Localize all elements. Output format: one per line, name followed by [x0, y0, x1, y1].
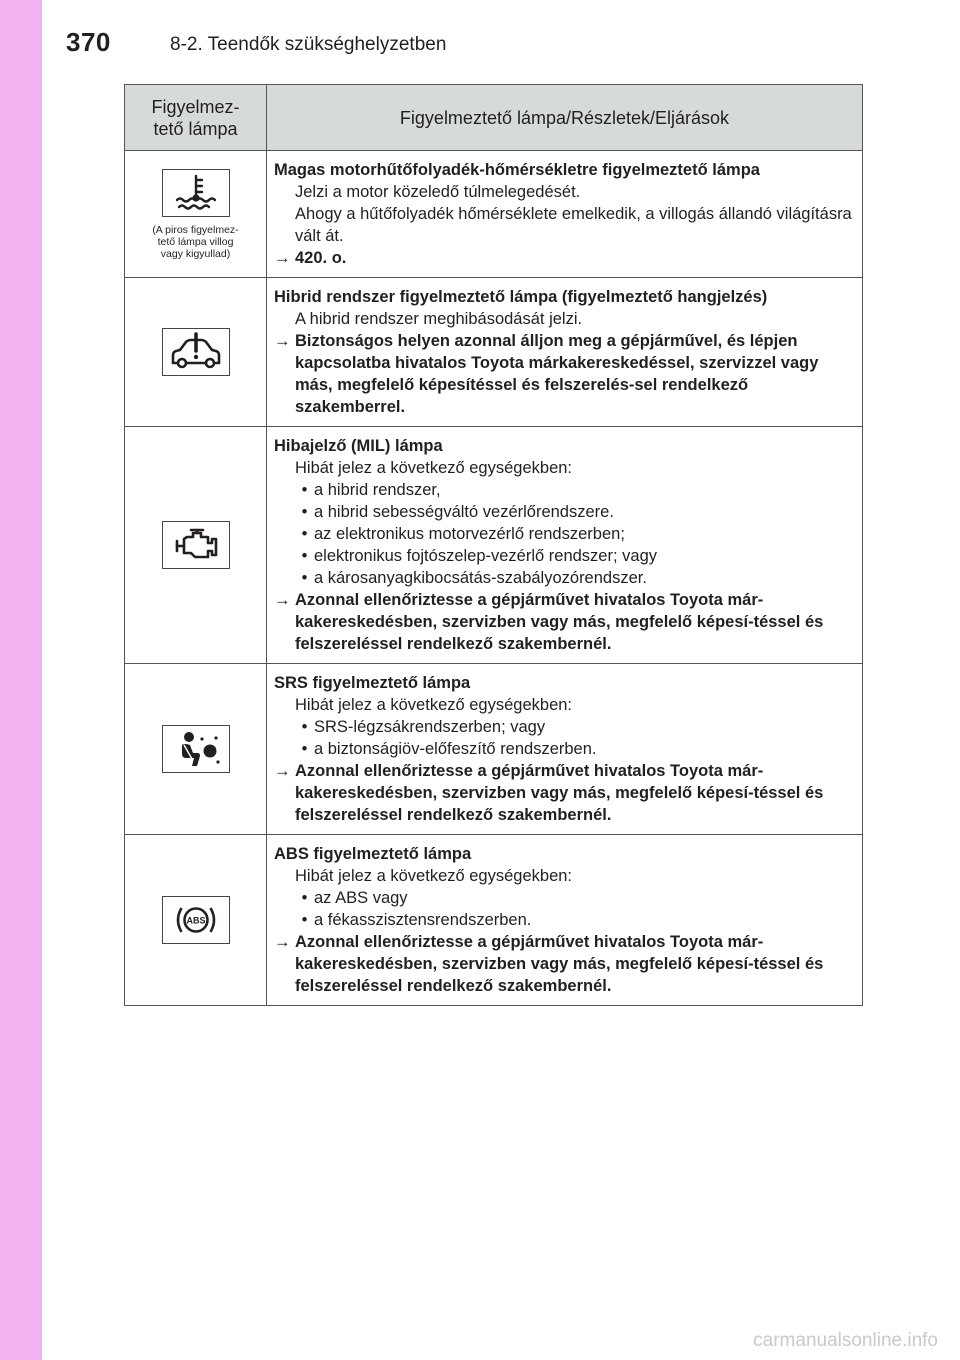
detail-line: A hibrid rendszer meghibásodását jelzi.: [295, 310, 583, 328]
arrow-icon: →: [274, 332, 291, 350]
list-item: • az ABS vagy: [274, 887, 854, 909]
icon-cell: [125, 664, 267, 835]
table-row: [125, 835, 863, 1006]
details-cell: [267, 278, 863, 427]
detail-line: Hibát jelez a következő egységekben:: [295, 867, 573, 885]
list-item: • a biztonságiöv-előfeszítő rendszerben.: [274, 738, 854, 760]
action-text: Azonnal ellenőriztesse a gépjárművet hivatalos Toyota már-kakereskedésben, szervizben vagy más, megfelelő képesí-téssel és felszereléssel rendelkező szakembernél.: [295, 762, 824, 824]
action-line: [274, 247, 854, 269]
bullet-list: [274, 887, 854, 931]
details-cell: [267, 151, 863, 278]
action-line: [274, 931, 854, 997]
arrow-icon: →: [274, 591, 291, 609]
section-title: 8-2. Teendők szükséghelyzetben: [170, 34, 447, 55]
icon-cell: [125, 151, 267, 278]
page-reference-link[interactable]: 420. o.: [295, 249, 347, 267]
bullet-list: [274, 479, 854, 589]
arrow-icon: →: [274, 762, 291, 780]
list-item: • a fékasszisztensrendszerben.: [274, 909, 854, 931]
hybrid-system-warning-icon: [162, 328, 230, 376]
icon-note: (A piros figyelmez- tető lámpa villog vagy kigyullad): [152, 223, 239, 260]
warning-title: Magas motorhűtőfolyadék-hőmérsékletre figyelmeztető lámpa: [274, 161, 760, 179]
action-text: Biztonságos helyen azonnal álljon meg a gépjárművel, és lépjen kapcsolatba hivatalos Toyota márkakereskedéssel, szervizzel vagy más, megfelelő képesítéssel és felszerelés-sel rendelkező szakemberrel.: [295, 332, 819, 416]
header-details: Figyelmeztető lámpa/Részletek/Eljárások: [267, 85, 863, 151]
details-cell: [267, 664, 863, 835]
side-tab-bar: [0, 0, 42, 1360]
page-number: 370: [66, 27, 111, 57]
coolant-temperature-icon: [162, 169, 230, 217]
icon-cell: [125, 835, 267, 1006]
list-item: • az elektronikus motorvezérlő rendszerben;: [274, 523, 854, 545]
arrow-icon: →: [274, 249, 291, 267]
table-row: [125, 151, 863, 278]
table-row: [125, 427, 863, 664]
detail-line: Hibát jelez a következő egységekben:: [295, 696, 573, 714]
abs-label: ABS: [185, 915, 206, 926]
warning-title: Hibajelző (MIL) lámpa: [274, 437, 443, 455]
warning-title: SRS figyelmeztető lámpa: [274, 674, 471, 692]
arrow-icon: →: [274, 933, 291, 951]
list-item: • a hibrid sebességváltó vezérlőrendszere.: [274, 501, 854, 523]
detail-line: Jelzi a motor közeledő túlmelegedését.: [295, 183, 581, 201]
detail-line: Hibát jelez a következő egységekben:: [295, 459, 573, 477]
check-engine-icon: [162, 521, 230, 569]
icon-cell: [125, 427, 267, 664]
list-item: • elektronikus fojtószelep-vezérlő rendszer; vagy: [274, 545, 854, 567]
warning-title: Hibrid rendszer figyelmeztető lámpa (figyelmeztető hangjelzés): [274, 288, 768, 306]
action-text: Azonnal ellenőriztesse a gépjárművet hivatalos Toyota már-kakereskedésben, szervizben vagy más, megfelelő képesí-téssel és felszereléssel rendelkező szakembernél.: [295, 933, 824, 995]
action-line: [274, 589, 854, 655]
table-header-row: [125, 85, 863, 151]
table-row: [125, 664, 863, 835]
bullet-list: [274, 716, 854, 760]
action-line: [274, 330, 854, 418]
warning-lights-table: [124, 84, 863, 1006]
action-text: Azonnal ellenőriztesse a gépjárművet hivatalos Toyota már-kakereskedésben, szervizben vagy más, megfelelő képesí-téssel és felszereléssel rendelkező szakembernél.: [295, 591, 824, 653]
action-line: [274, 760, 854, 826]
warning-title: ABS figyelmeztető lámpa: [274, 845, 472, 863]
list-item: • a hibrid rendszer,: [274, 479, 854, 501]
detail-line: Ahogy a hűtőfolyadék hőmérséklete emelkedik, a villogás állandó világításra vált át.: [295, 205, 852, 245]
table-row: [125, 278, 863, 427]
details-cell: [267, 835, 863, 1006]
abs-warning-icon: [162, 896, 230, 944]
srs-airbag-icon: [162, 725, 230, 773]
list-item: • a károsanyagkibocsátás-szabályozórendszer.: [274, 567, 854, 589]
list-item: • SRS-légzsákrendszerben; vagy: [274, 716, 854, 738]
watermark: carmanualsonline.info: [753, 1330, 938, 1351]
header-warning-light: Figyelmez- tető lámpa: [125, 85, 267, 151]
details-cell: [267, 427, 863, 664]
icon-cell: [125, 278, 267, 427]
